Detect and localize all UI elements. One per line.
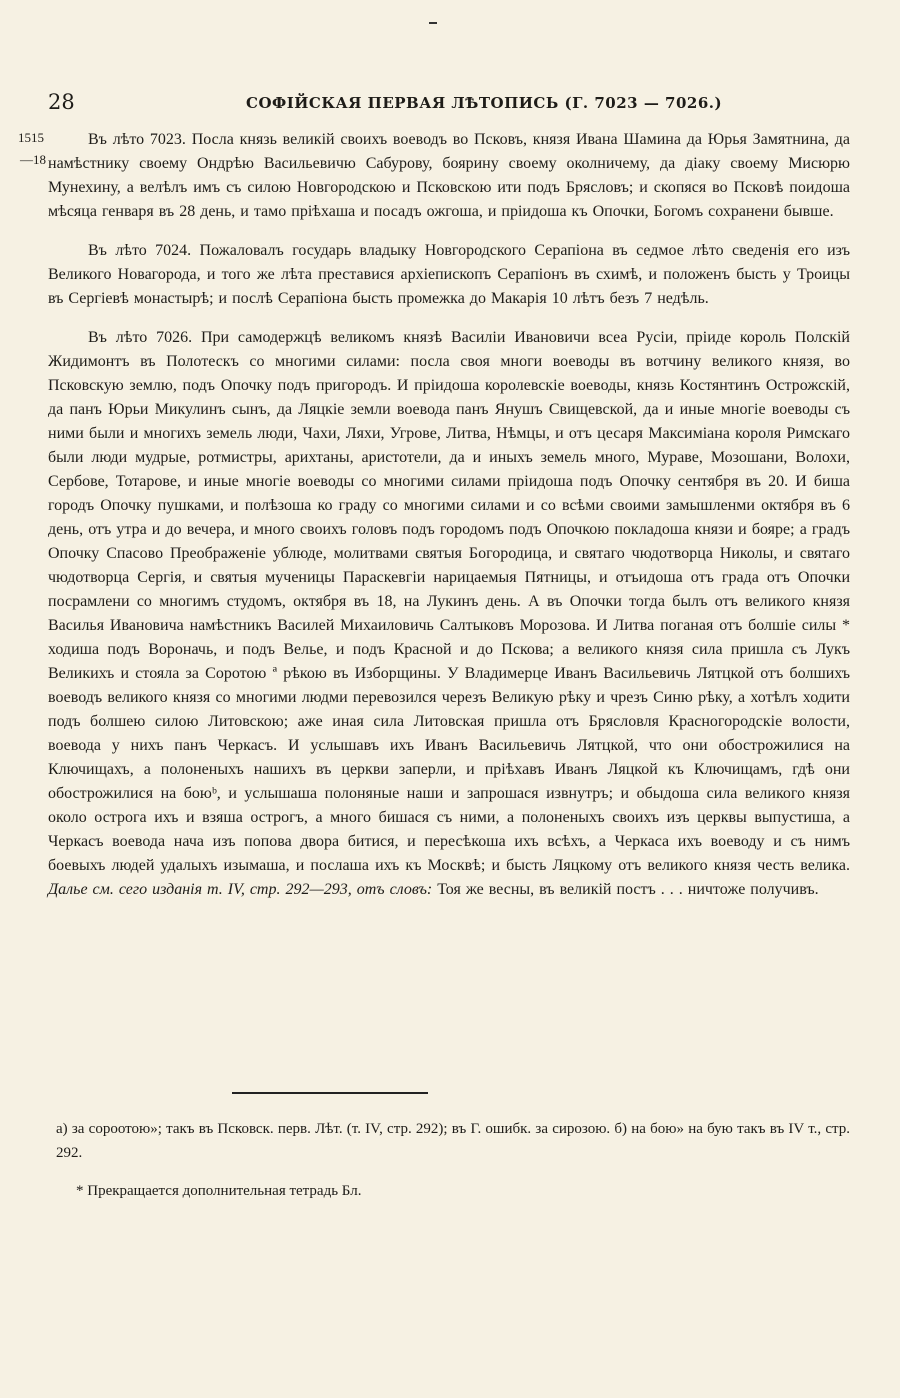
main-text (48, 128, 850, 902)
footnote-a-b: а) за сороотою»; такъ въ Псковск. перв. Лѣт. (т. IV, стр. 292); въ Г. ошибк. за сирозою. б) на бою» на бую такъ въ IV т., стр. 292. (56, 1121, 850, 1161)
editorial-note-rest: Тоя же весны, въ великій постъ . . . ничтоже получивъ. (432, 881, 819, 898)
footnote-star: * Прекращается дополнительная тетрадь Бл. (76, 1183, 362, 1199)
margin-year: 1515 (18, 130, 44, 145)
paragraph-7026 (48, 326, 850, 902)
paragraph-7024: Въ лѣто 7024. Пожаловалъ государь владыку Новгородского Серапіона въ седмое лѣто сведенія его изъ Великого Новагорода, и того же лѣта преставися архіепископъ Серапіонъ въ схимѣ, и положенъ бысть у Троицы въ Сергіевѣ монастырѣ; и послѣ Серапіона бысть промежка до Макарія 10 лѣтъ безъ 7 недѣль. (48, 242, 850, 307)
top-mark (429, 22, 437, 24)
footnotes (56, 1117, 850, 1203)
page-number: 28 (48, 90, 75, 114)
margin-year-range: —18 (20, 152, 46, 167)
page-header (48, 90, 848, 114)
running-title: СОФІЙСКАЯ ПЕРВАЯ ЛѢТОПИСЬ (Г. 7023 — 7026.) (246, 94, 723, 112)
paragraph-7026-text: Въ лѣто 7026. При самодержцѣ великомъ князѣ Василіи Ивановичи всеа Русіи, пріиде король Полскій Жидимонтъ въ Полотескъ со многими силами: посла своя многи воеводы въ вотчину великого князя, во Псковскую землю, подъ Опочку подъ пригородъ. И пріидоша королевскіе воеводы, князь Костянтинъ Острожскій, да панъ Юрьи Микулинъ сынъ, да Ляцкіе земли воевода панъ Янушъ Свищевской, да и иные многіе воеводы съ ними были и многихъ земель люди, Чахи, Ляхи, Угрове, Литва, Нѣмцы, и отъ цесаря Максиміана короля Римскаго были люди мудрые, ротмистры, арихтаны, аристотели, да и иныхъ земель много, Мураве, Мозошани, Волохи, Сербове, Тотарове, и иные многіе воеводы со многими силами пріидоша подъ Опочку сентября въ 20. И биша городъ Опочку пушками, и полѣзоша ко граду со многими силами и со всѣми своими замышленми октября въ 6 день, отъ утра и до вечера, и много своихъ головъ подъ городомъ подъ Опочкою покладоша князи и бояре; а градъ Опочку Спасово Преображеніе ублюде, молитвами святыя Богородица, и святаго чюдотворца Николы, и святаго чюдотворца Сергія, и святыя мученицы Параскевгіи нарицаемыя Пятницы, и отъидоша отъ града отъ Опочки посрамлени со многимъ студомъ, октября въ 18, на Лукинъ день. А въ Опочки тогда былъ отъ великого князя Василья Ивановича намѣстникъ Василей Михаиловичь Салтыковъ Морозова. И Литва поганая отъ болшіе силы * ходиша подъ Вороначь, и подъ Велье, и подъ Красной и до Пскова; а великого князя сила пришла съ Лукъ Великихъ и стояла за Соротою ª рѣкою въ Изборщины. У Владимерце Иванъ Васильевичь Лятцкой отъ болшихъ воеводъ великого князя со многими людми перевозился черезъ Великую рѣку и чрезъ Синю рѣку, а хотѣлъ ходити подъ болшею силою Литовскою; аже иная сила Литовская пришла отъ Брясловля Красногородскіе волости, воевода у нихъ панъ Черкасъ. И услышавъ ихъ Иванъ Васильевичь Лятцкой, что они обострожилися на Ключищахъ, а полоненыхъ нашихъ въ церкви заперли, и пріѣхавъ Иванъ Ляцкой къ Ключищамъ, гдѣ они обострожилися на боюᵇ, и услышаша полоняные наши и запрошася извнутръ; и обыдоша сила великого князя около острога ихъ и взяша острогъ, а много бишася съ ними, а полоненыхъ своихъ изъ церквы выпустиша, а Черкасъ воевода нача изъ попова двора битися, и пересѣкоша ихъ всѣхъ, а Черкаса ихъ воеводу и съ нимъ боевыхъ людей удалыхъ изымаша, и послаша ихъ къ Москвѣ; и бысть Ляцкому отъ великого князя честь велика. (48, 329, 850, 874)
paragraph-7023: Въ лѣто 7023. Посла князь великій своихъ воеводъ во Псковъ, князя Ивана Шамина да Юрья Замятнина, да намѣстнику своему Ондрѣю Васильевичю Сабурову, боярину своему околничему, да діаку своему Мисюрю Мунехину, а велѣлъ имъ съ силою Новгородскою и Псковскою ити подъ Брясловъ; и скопяся во Псковѣ поидоша мѣсяца генваря въ 28 день, и тамо пріѣхаша и посадъ ожгоша, и пріидоша къ Опочки, Богомъ сохранени бывше. (48, 131, 850, 220)
footnote-divider (232, 1092, 428, 1094)
editorial-note-italic: Далье см. сего изданія т. IV, стр. 292—293, отъ словъ: (48, 881, 433, 898)
